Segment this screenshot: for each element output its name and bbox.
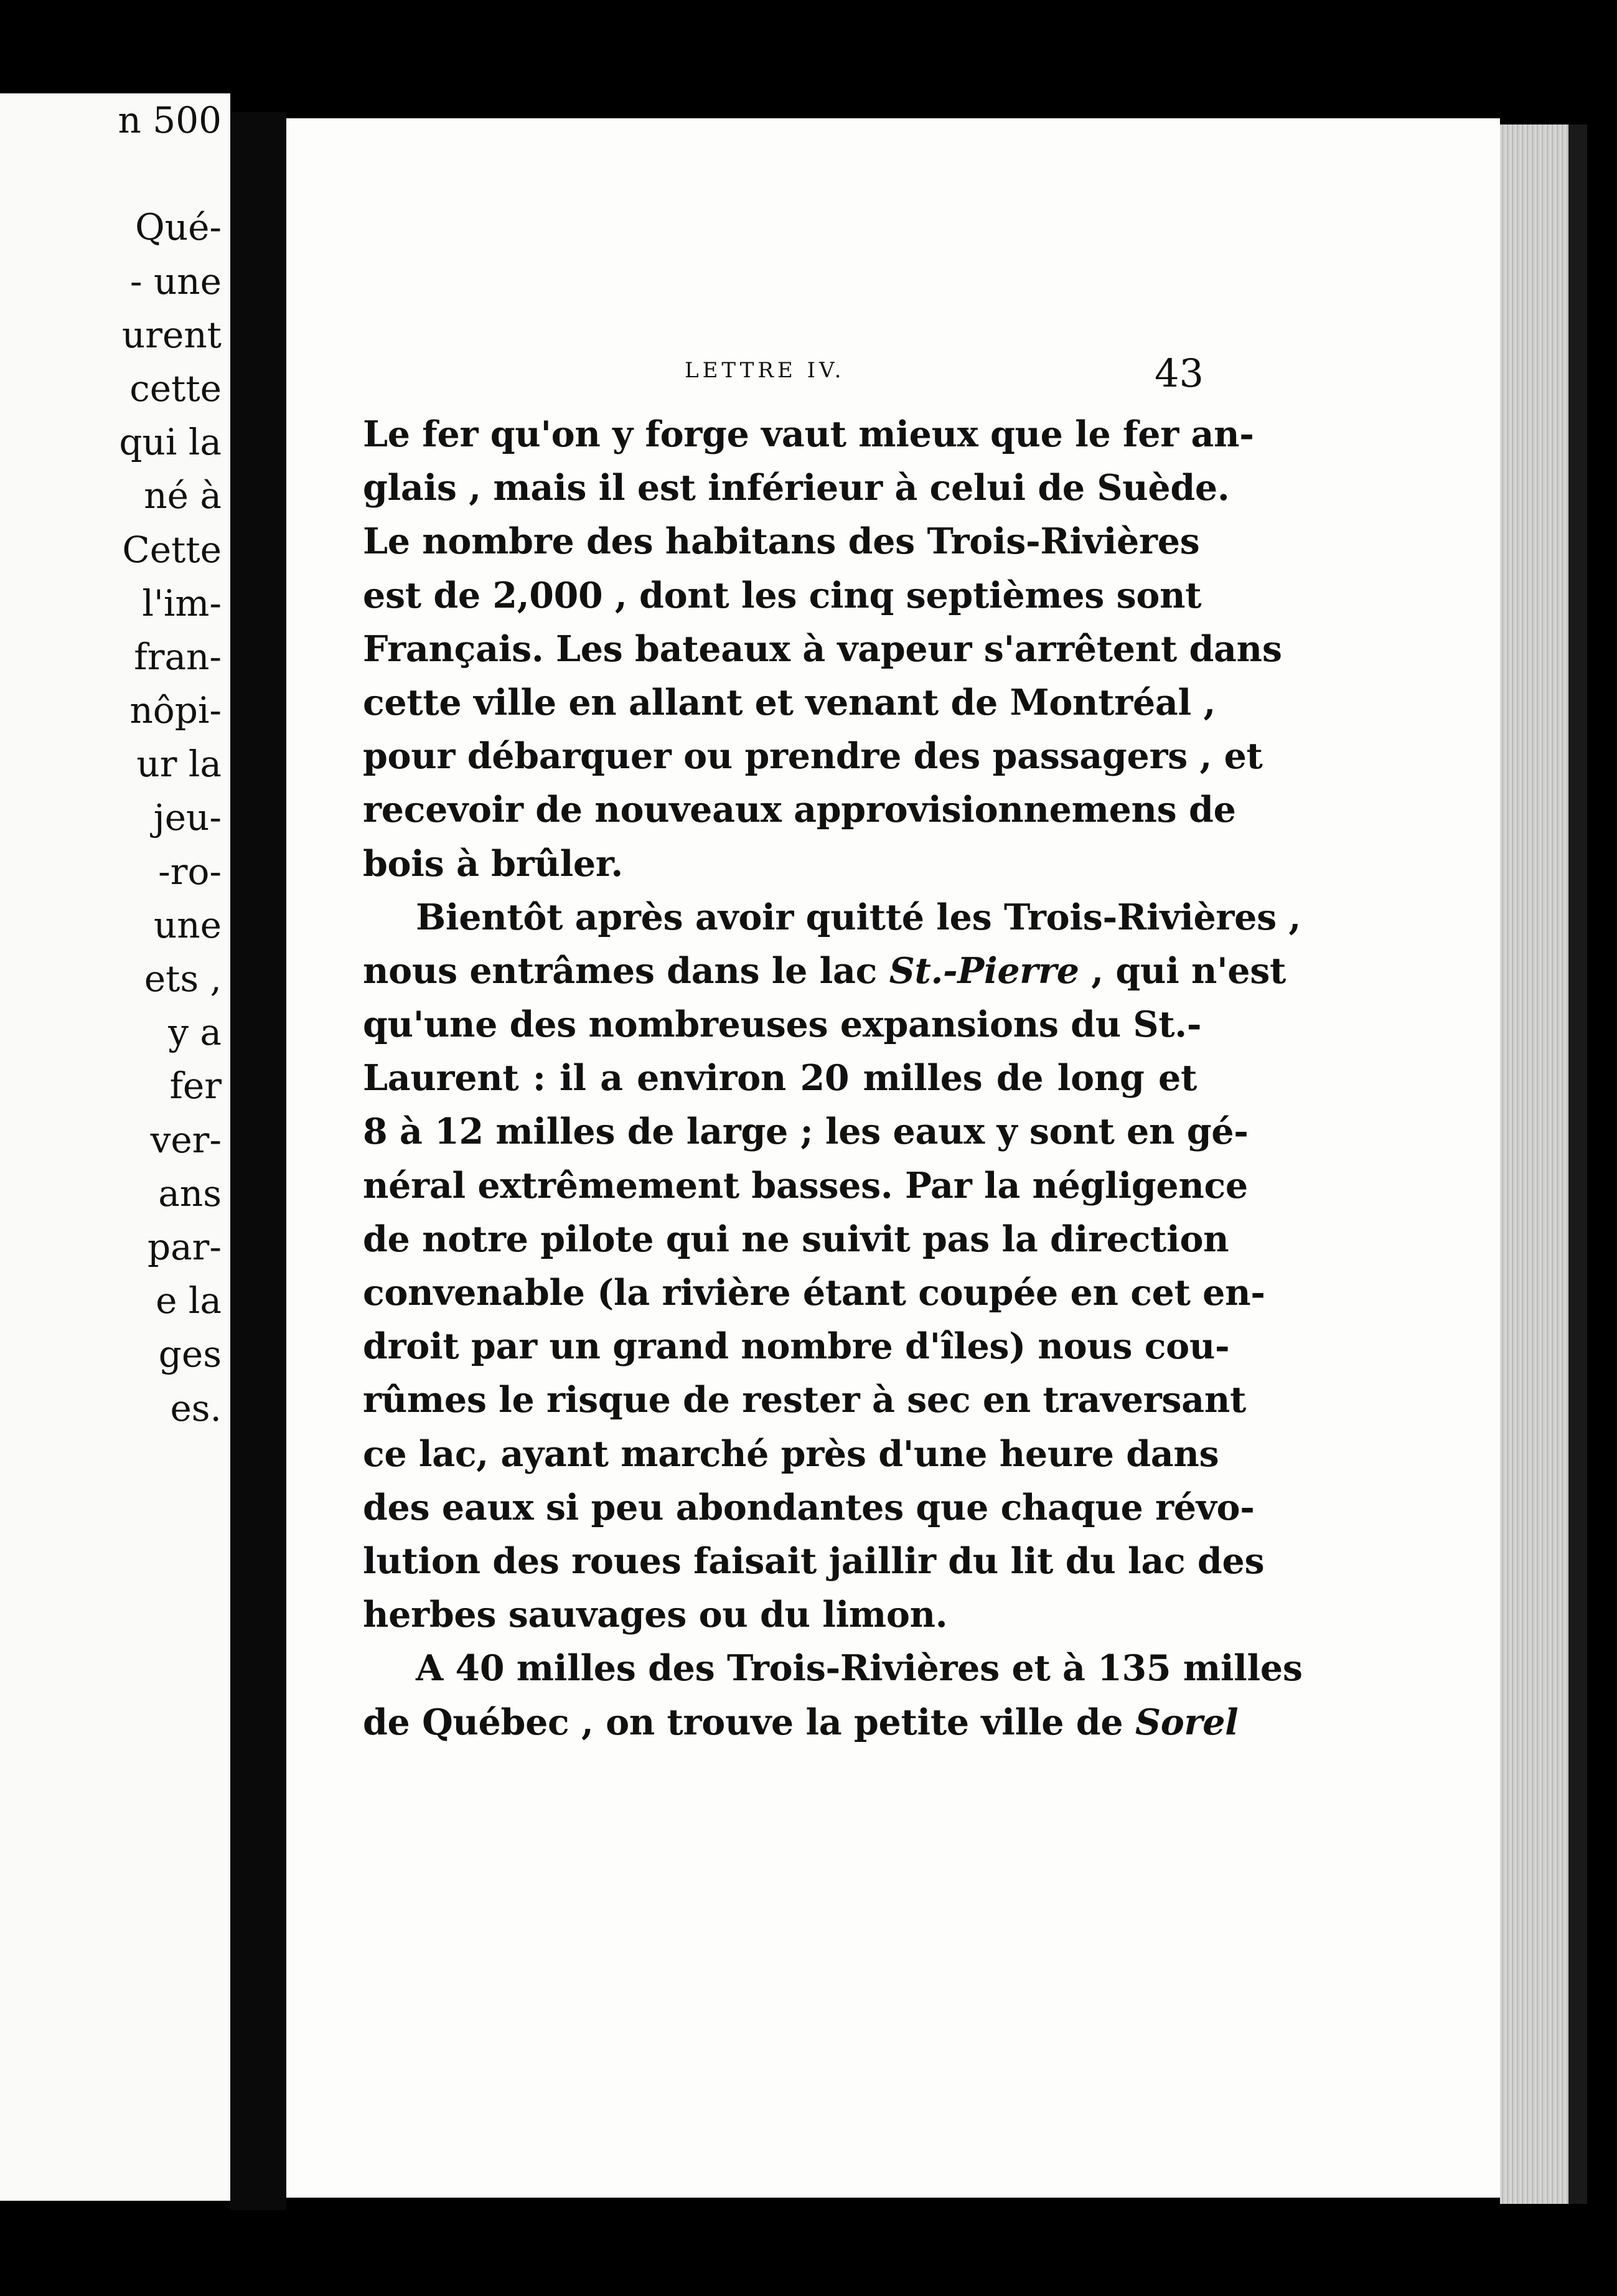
left-fragment: fer	[169, 1065, 222, 1108]
text-line: Laurent : il a environ 20 milles de long et	[363, 1057, 1197, 1099]
text-line: droit par un grand nombre d'îles) nous cou-	[363, 1325, 1230, 1368]
book-gutter	[230, 112, 286, 2210]
left-fragment: n 500	[118, 99, 222, 141]
text-line: herbes sauvages ou du limon.	[363, 1594, 948, 1636]
text-line	[363, 1696, 1239, 1749]
left-fragment: ets ,	[144, 957, 222, 1000]
text-line: A 40 milles des Trois-Rivières et à 135 milles	[416, 1647, 1303, 1690]
text-line: 8 à 12 milles de large ; les eaux y sont en gé-	[363, 1111, 1249, 1153]
left-page-text	[0, 93, 222, 1435]
text-run: nous entrâmes dans le lac	[363, 949, 889, 992]
left-fragment: urent	[121, 313, 222, 356]
left-fragment: Qué-	[135, 206, 222, 249]
edge-shadow	[1568, 125, 1587, 2204]
text-line: Bientôt après avoir quitté les Trois-Rivières ,	[416, 896, 1301, 938]
page-number: 43	[1155, 351, 1204, 396]
left-fragment: fran-	[134, 635, 222, 678]
left-fragment: né à	[144, 474, 222, 517]
left-fragment: ver-	[150, 1118, 222, 1161]
place-name-italic: St.-Pierre	[889, 949, 1079, 992]
running-title: LETTRE IV.	[685, 358, 845, 383]
left-fragment: Cette	[122, 528, 222, 571]
text-line: pour débarquer ou prendre des passagers , et	[363, 735, 1263, 778]
left-fragment: qui la	[119, 421, 222, 464]
left-fragment: y a	[168, 1011, 222, 1054]
text-line: Français. Les bateaux à vapeur s'arrêtent dans	[363, 628, 1282, 670]
text-line: bois à brûler.	[363, 842, 623, 885]
text-line: lution des roues faisait jaillir du lit du lac des	[363, 1540, 1265, 1582]
text-line: de notre pilote qui ne suivit pas la direction	[363, 1218, 1229, 1260]
text-line: Le fer qu'on y forge vaut mieux que le fer an-	[363, 413, 1254, 455]
text-line: néral extrêmement basses. Par la négligence	[363, 1164, 1248, 1207]
text-line: convenable (la rivière étant coupée en cet en-	[363, 1272, 1265, 1314]
text-line: ce lac, ayant marché près d'une heure dans	[363, 1433, 1219, 1475]
text-line: Le nombre des habitans des Trois-Rivières	[363, 520, 1200, 563]
text-line: qu'une des nombreuses expansions du St.-	[363, 1004, 1202, 1046]
left-fragment: par-	[147, 1225, 222, 1268]
left-fragment: -ro-	[158, 850, 222, 893]
text-line: des eaux si peu abondantes que chaque révo-	[363, 1486, 1255, 1528]
text-line: recevoir de nouveaux approvisionnemens de	[363, 789, 1236, 831]
text-line: est de 2,000 , dont les cinq septièmes sont	[363, 574, 1202, 616]
left-fragment: l'im-	[142, 581, 222, 624]
left-fragment: jeu-	[153, 796, 222, 839]
left-fragment: nôpi-	[129, 689, 222, 732]
left-fragment	[0, 147, 222, 200]
body-text	[363, 408, 1303, 1749]
left-fragment: e la	[156, 1279, 222, 1322]
left-fragment: ges	[158, 1333, 222, 1376]
text-line	[363, 944, 1287, 998]
text-run: , qui n'est	[1079, 949, 1287, 992]
left-fragment: ur la	[136, 743, 222, 786]
left-facing-page	[0, 93, 230, 2201]
left-fragment: une	[153, 903, 222, 946]
place-name-italic: Sorel	[1135, 1701, 1239, 1743]
left-fragment: - une	[129, 260, 222, 303]
text-line: cette ville en allant et venant de Montréal ,	[363, 681, 1216, 723]
text-run: de Québec , on trouve la petite ville de	[363, 1701, 1135, 1743]
left-fragment: cette	[129, 367, 222, 410]
left-fragment: ans	[158, 1172, 222, 1215]
text-line: glais , mais il est inférieur à celui de Suède.	[363, 467, 1230, 509]
text-line: rûmes le risque de rester à sec en traversant	[363, 1379, 1246, 1421]
page-edges	[1500, 125, 1568, 2204]
left-fragment: es.	[170, 1386, 222, 1429]
